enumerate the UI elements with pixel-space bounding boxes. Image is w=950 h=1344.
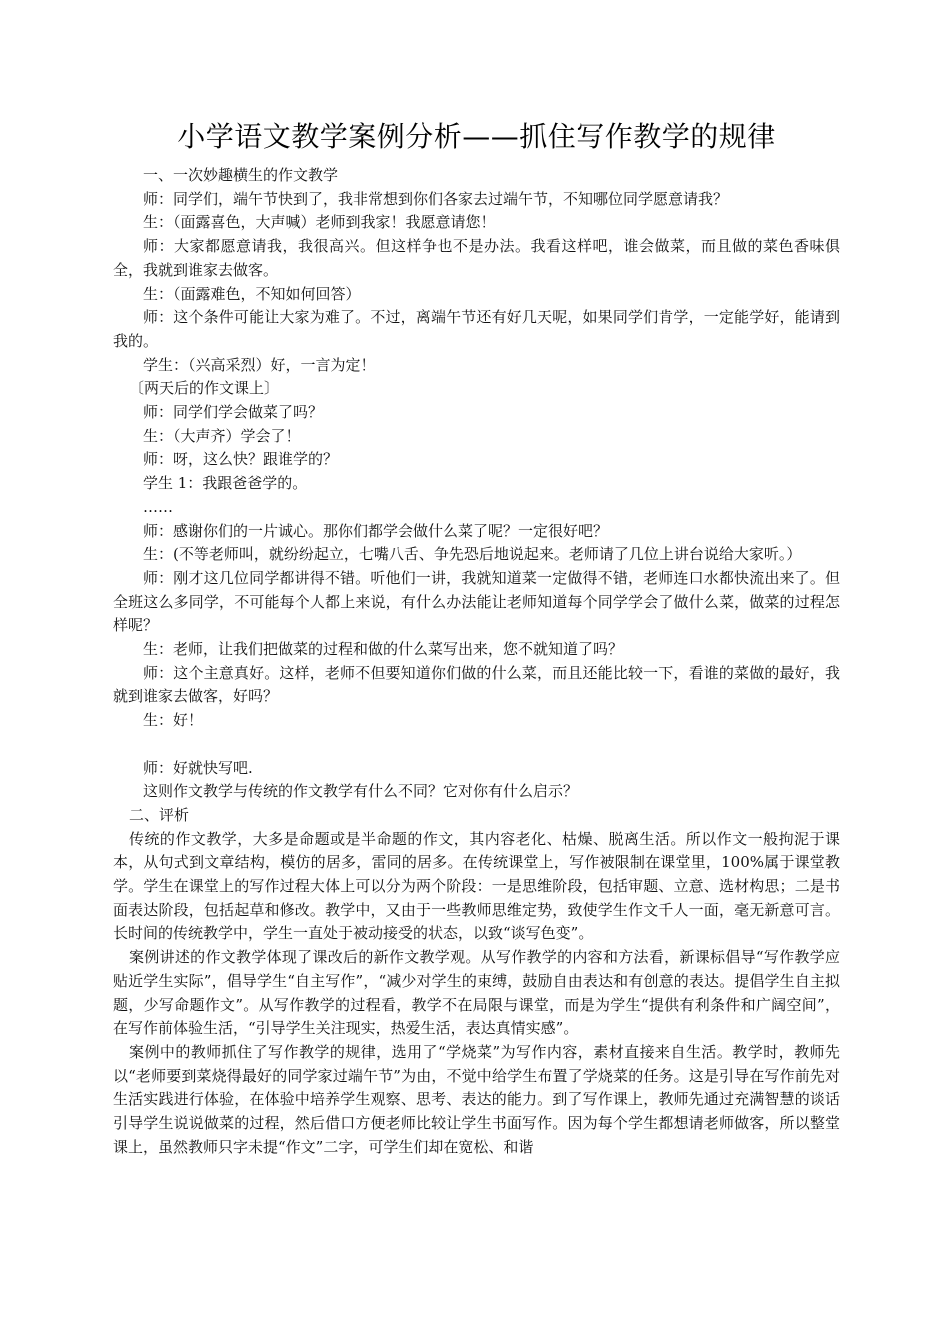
dialogue-line: 生：老师，让我们把做菜的过程和做的什么菜写出来，您不就知道了吗？ — [143, 640, 624, 659]
dialogue-line: 生：(不等老师叫，就纷纷起立，七嘴八舌、争先恐后地说起来。老师请了几位上讲台说给大家听。） — [143, 545, 802, 564]
section-heading-2: 二、评析 — [129, 805, 190, 824]
document-page — [113, 116, 840, 1160]
body-paragraph: 传统的作文教学，大多是命题或是半命题的作文，其内容老化、枯燥、脱离生活。所以作文一般拘泥于课本，从句式到文章结构，模仿的居多，雷同的居多。在传统课堂上，写作被限制在课堂里，100%属于课堂教学。学生在课堂上的写作过程大体上可以分为两个阶段：一是思维阶段，包括审题、立意、选材构思；二是书面表达阶段，包括起草和修改。教学中，又由于一些教师思维定势，致使学生作文千人一面，毫无新意可言。长时间的传统教学中，学生一直处于被动接受的状态，以致“谈写色变”。 — [113, 829, 840, 943]
dialogue-line: 师：呀，这么快？跟谁学的？ — [143, 450, 339, 469]
body-paragraph: 案例中的教师抓住了写作教学的规律，选用了“学烧菜”为写作内容，素材直接来自生活。教学时，教师先以“老师要到菜烧得最好的同学家过端午节”为由，不觉中给学生布置了学烧菜的任务。这是引导在写作前先对生活实践进行体验，在体验中培养学生观察、思考、表达的能力。到了写作课上，教师先通过充满智慧的谈话引导学生说说做菜的过程，然后借口方便老师比较让学生书面写作。因为每个学生都想请老师做客，所以整堂课上，虽然教师只字未提“作文”二字，可学生们却在宽松、和谐 — [113, 1043, 840, 1156]
dialogue-line: 师：好就快写吧. — [143, 758, 253, 777]
dialogue-line: 师：同学们学会做菜了吗？ — [143, 403, 324, 422]
section-heading-1: 一、一次妙趣横生的作文教学 — [143, 166, 339, 184]
dialogue-line: 生：（大声齐）学会了！ — [143, 426, 301, 445]
document-title: 小学语文教学案例分析——抓住写作教学的规律 — [177, 120, 776, 153]
dialogue-line: 师：这个条件可能让大家为难了。不过，离端午节还有好几天呢，如果同学们肯学，一定能学好，能请到我的。 — [113, 308, 840, 350]
scene-note: 〔两天后的作文课上〕 — [129, 379, 280, 398]
dialogue-line: 学生 1：我跟爸爸学的。 — [143, 474, 308, 493]
dialogue-line: 师：这个主意真好。这样，老师不但要知道你们做的什么菜，而且还能比较一下，看谁的菜做的最好，我就到谁家去做客，好吗？ — [113, 663, 840, 706]
blank-line — [113, 733, 840, 757]
body-paragraph: 案例讲述的作文教学体现了课改后的新作文教学观。从写作教学的内容和方法看，新课标倡导“写作教学应贴近学生实际”，倡导学生“自主写作”，“减少对学生的束缚，鼓励自由表达和有创意的表达。提倡学生自主拟题，少写命题作文”。从写作教学的过程看，教学不在局限与课堂，而是为学生“提供有利条件和广阔空间”，在写作前体验生活，“引导学生关注现实，热爱生活，表达真情实感”。 — [113, 948, 840, 1038]
dialogue-line: 师：感谢你们的一片诚心。那你们都学会做什么菜了呢？一定很好吧？ — [143, 521, 609, 540]
ellipsis-line: …… — [143, 497, 173, 516]
dialogue-line: 生：（面露难色，不知如何回答） — [143, 284, 361, 303]
dialogue-line: 师：大家都愿意请我，我很高兴。但这样争也不是办法。我看这样吧，谁会做菜，而且做的菜色香味俱全，我就到谁家去做客。 — [113, 237, 840, 279]
dialogue-line: 学生：（兴高采烈）好，一言为定！ — [143, 355, 376, 374]
dialogue-line: 生：（面露喜色，大声喊）老师到我家！我愿意请您！ — [143, 213, 496, 232]
dialogue-line: 师：同学们，端午节快到了，我非常想到你们各家去过端午节，不知哪位同学愿意请我？ — [143, 189, 729, 208]
question-line: 这则作文教学与传统的作文教学有什么不同？它对你有什么启示？ — [143, 782, 579, 801]
dialogue-line: 生：好！ — [143, 711, 204, 730]
dialogue-line: 师：刚才这几位同学都讲得不错。听他们一讲，我就知道菜一定做得不错，老师连口水都快流出来了。但全班这么多同学，不可能每个人都上来说，有什么办法能让老师知道每个同学学会了做什么菜，做菜的过程怎样呢？ — [113, 568, 840, 635]
